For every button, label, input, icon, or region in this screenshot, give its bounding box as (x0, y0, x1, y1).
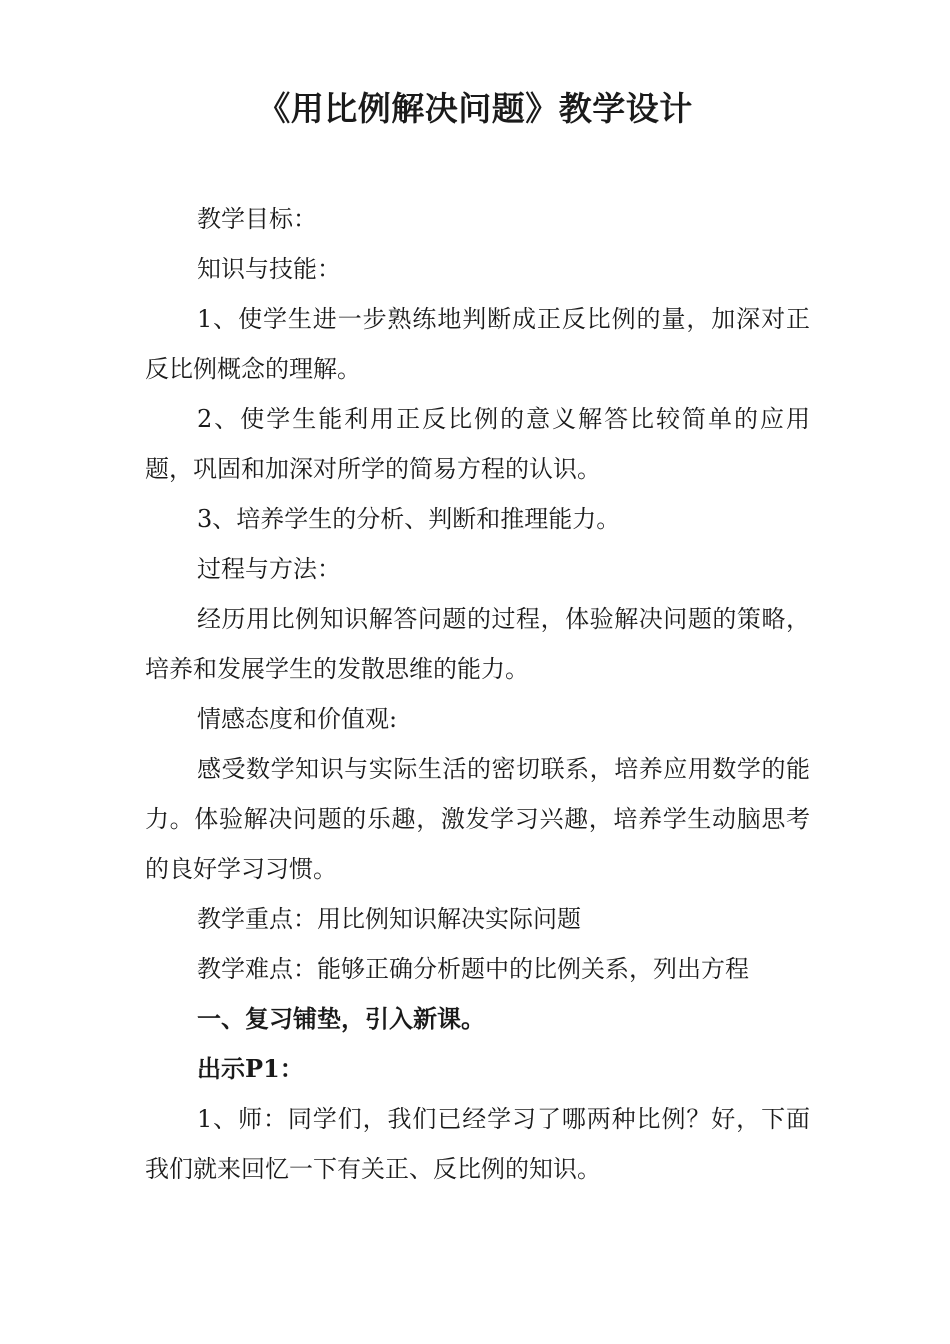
section-heading-review: 一、复习铺垫，引入新课。 (197, 1004, 485, 1033)
document-body (145, 194, 810, 1194)
paragraph-teacher-question: 1、师：同学们，我们已经学习了哪两种比例？好，下面我们就来回忆一下有关正、反比例的知识。 (145, 1105, 810, 1183)
paragraph-key-point: 教学重点：用比例知识解决实际问题 (197, 905, 581, 933)
paragraph-attitudes: 感受数学知识与实际生活的密切联系，培养应用数学的能力。体验解决问题的乐趣，激发学习兴趣，培养学生动脑思考的良好学习习惯。 (145, 755, 810, 883)
section-heading-objectives: 教学目标： (197, 205, 317, 233)
subheading-process-method: 过程与方法： (197, 555, 341, 583)
paragraph-process: 经历用比例知识解答问题的过程，体验解决问题的策略，培养和发展学生的发散思维的能力。 (145, 605, 810, 683)
subheading-knowledge-skills: 知识与技能： (197, 255, 341, 283)
document-title: 《用比例解决问题》教学设计 (257, 89, 693, 128)
paragraph-difficult-point: 教学难点：能够正确分析题中的比例关系，列出方程 (197, 955, 749, 983)
subheading-show-p1: 出示P1： (197, 1054, 304, 1083)
paragraph-objective-2: 2、使学生能利用正反比例的意义解答比较简单的应用题，巩固和加深对所学的简易方程的认识。 (145, 405, 810, 483)
paragraph-objective-1: 1、使学生进一步熟练地判断成正反比例的量，加深对正反比例概念的理解。 (145, 305, 810, 383)
paragraph-objective-3: 3、培养学生的分析、判断和推理能力。 (197, 505, 621, 533)
subheading-attitudes-values: 情感态度和价值观: (197, 705, 398, 733)
